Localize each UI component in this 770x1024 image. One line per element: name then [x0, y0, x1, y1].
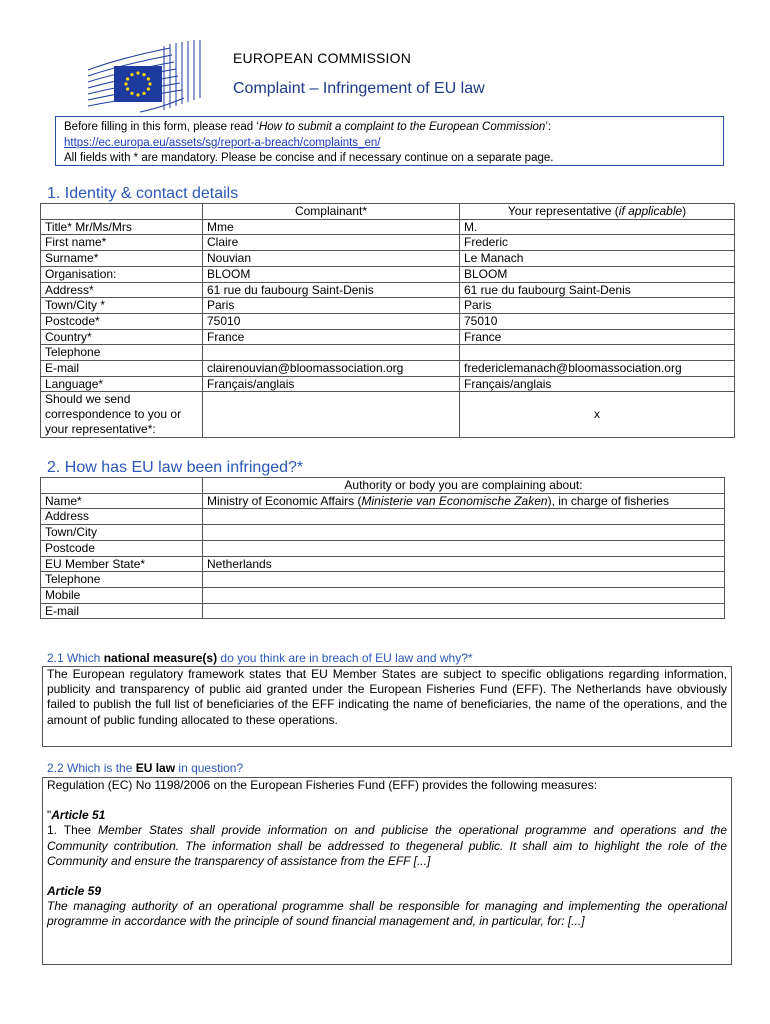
complainant-value[interactable]: BLOOM — [203, 266, 460, 282]
identity-label: Telephone — [41, 345, 203, 361]
authority-row — [41, 556, 725, 572]
authority-label: Telephone — [41, 572, 203, 588]
complainant-value[interactable]: 75010 — [203, 313, 460, 329]
authority-row — [41, 540, 725, 556]
authority-label: Postcode — [41, 540, 203, 556]
answer-2-1-box[interactable] — [42, 666, 732, 747]
european-commission-logo — [80, 38, 210, 118]
authority-label: EU Member State* — [41, 556, 203, 572]
section-2-heading: 2. How has EU law been infringed?* — [47, 459, 304, 476]
complainant-value[interactable]: Mme — [203, 219, 460, 235]
identity-label: Surname* — [41, 251, 203, 267]
complainant-value[interactable]: Claire — [203, 235, 460, 251]
complainant-value[interactable]: Nouvian — [203, 251, 460, 267]
intro-line-3: All fields with * are mandatory. Please be concise and if necessary continue on a separate page. — [64, 152, 554, 164]
representative-value[interactable]: 61 rue du faubourg Saint-Denis — [460, 282, 735, 298]
representative-value[interactable]: 75010 — [460, 313, 735, 329]
identity-row — [41, 361, 735, 377]
authority-label: Town/City — [41, 525, 203, 541]
identity-label: Country* — [41, 329, 203, 345]
identity-row — [41, 282, 735, 298]
complainant-value[interactable]: clairenouvian@bloomassociation.org — [203, 361, 460, 377]
identity-label: Language* — [41, 376, 203, 392]
identity-row — [41, 392, 735, 437]
identity-label: Town/City * — [41, 298, 203, 314]
authority-name-row — [41, 493, 725, 509]
representative-value[interactable]: M. — [460, 219, 735, 235]
authority-value[interactable] — [203, 509, 725, 525]
identity-row — [41, 329, 735, 345]
answer-2-1-text: The European regulatory framework states that EU Member States are subject to specific obligations regarding information, publicity and transparency of public aid granted under the European Fisheries Fund (EFF). The Netherlands have obviously failed to publish the full list of beneficiaries of the EFF indicating the name of beneficiaries, the name of the operations, and the amount of public funding allocated to these operations. — [47, 667, 727, 727]
question-2-1: 2.1 Which national measure(s) do you think are in breach of EU law and why?* — [47, 651, 473, 665]
authority-value[interactable] — [203, 603, 725, 619]
identity-row — [41, 298, 735, 314]
authority-value[interactable] — [203, 540, 725, 556]
identity-table-header — [41, 204, 735, 220]
organisation-name: EUROPEAN COMMISSION — [233, 50, 412, 66]
identity-label: Postcode* — [41, 313, 203, 329]
authority-name-label: Name* — [41, 493, 203, 509]
identity-label: Address* — [41, 282, 203, 298]
identity-row — [41, 345, 735, 361]
authority-value[interactable] — [203, 587, 725, 603]
authority-value[interactable]: Netherlands — [203, 556, 725, 572]
guide-link[interactable]: https://ec.europa.eu/assets/sg/report-a-breach/complaints_en/ — [64, 136, 381, 149]
complainant-value[interactable] — [203, 345, 460, 361]
representative-value[interactable]: France — [460, 329, 735, 345]
article-51-heading: "Article 51 — [47, 808, 106, 823]
identity-row — [41, 235, 735, 251]
complainant-value[interactable]: Paris — [203, 298, 460, 314]
identity-row — [41, 313, 735, 329]
authority-row — [41, 525, 725, 541]
authority-label: Address — [41, 509, 203, 525]
section-1-heading: 1. Identity & contact details — [47, 185, 239, 202]
authority-table — [40, 477, 725, 619]
identity-row — [41, 219, 735, 235]
identity-label: E-mail — [41, 361, 203, 377]
representative-value[interactable]: fredericlemanach@bloomassociation.org — [460, 361, 735, 377]
authority-row — [41, 572, 725, 588]
article-59-text: The managing authority of an operational programme shall be responsible for managing and implementing the operational programme in accordance with the principle of sound financial management and, in particular, for: [...] — [47, 899, 727, 929]
authority-row — [41, 587, 725, 603]
identity-table — [40, 203, 735, 438]
identity-label: Organisation: — [41, 266, 203, 282]
complainant-value[interactable]: Français/anglais — [203, 376, 460, 392]
article-59-heading: Article 59 — [47, 884, 102, 899]
complainant-value[interactable]: France — [203, 329, 460, 345]
identity-label: First name* — [41, 235, 203, 251]
representative-value[interactable]: Français/anglais — [460, 376, 735, 392]
question-2-2: 2.2 Which is the EU law in question? — [47, 761, 244, 775]
complainant-value[interactable]: 61 rue du faubourg Saint-Denis — [203, 282, 460, 298]
representative-value[interactable]: Paris — [460, 298, 735, 314]
complainant-value[interactable] — [203, 392, 460, 437]
authority-label: Mobile — [41, 587, 203, 603]
authority-table-header — [41, 478, 725, 494]
identity-label: Should we send correspondence to you or your representative*: — [41, 392, 203, 437]
identity-row — [41, 376, 735, 392]
article-51-text: 1. Thee Member States shall provide information on and publicise the operational programme and operations and the Community contribution. The information shall be addressed to thegeneral public. It shall aim to highlight the role of the Community and ensure the transparency of assistance from the EFF [...] — [47, 823, 728, 868]
representative-value[interactable]: x — [460, 392, 735, 437]
representative-value[interactable]: BLOOM — [460, 266, 735, 282]
authority-value[interactable] — [203, 572, 725, 588]
representative-value[interactable]: Le Manach — [460, 251, 735, 267]
intro-box — [55, 116, 724, 166]
authority-row — [41, 603, 725, 619]
answer-2-2-box[interactable] — [42, 777, 732, 965]
col-complainant: Complainant* — [203, 204, 460, 220]
intro-line-1: Before filling in this form, please read ‘How to submit a complaint to the European Commission’: — [64, 121, 552, 133]
identity-row — [41, 266, 735, 282]
document-title: Complaint – Infringement of EU law — [233, 80, 485, 97]
representative-value[interactable] — [460, 345, 735, 361]
representative-value[interactable]: Frederic — [460, 235, 735, 251]
col-authority: Authority or body you are complaining about: — [203, 478, 725, 494]
guide-title: How to submit a complaint to the European Commission — [258, 121, 546, 133]
authority-value[interactable] — [203, 525, 725, 541]
identity-row — [41, 251, 735, 267]
authority-row — [41, 509, 725, 525]
identity-label: Title* Mr/Ms/Mrs — [41, 219, 203, 235]
col-representative: Your representative (if applicable) — [460, 204, 735, 220]
authority-name-value[interactable]: Ministry of Economic Affairs (Ministerie van Economische Zaken), in charge of fisheries — [203, 493, 725, 509]
regulation-intro: Regulation (EC) No 1198/2006 on the European Fisheries Fund (EFF) provides the following measures: — [47, 778, 598, 792]
authority-label: E-mail — [41, 603, 203, 619]
